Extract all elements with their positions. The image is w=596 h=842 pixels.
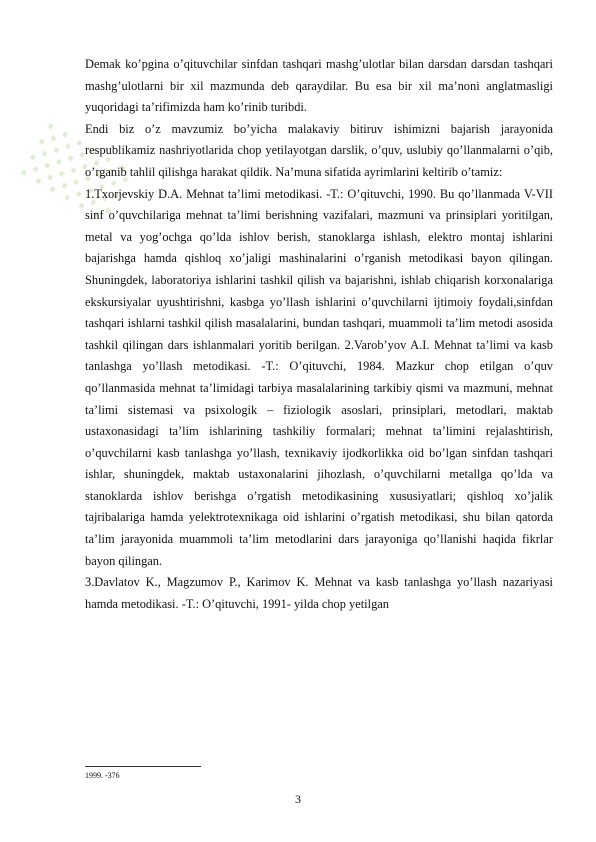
paragraph-2: Endi biz o’z mavzumiz bo’yicha malakaviy bitiruv ishimizni bajarish jarayonida respublikamiz nashriyotlarida chop yetilayotgan darslik, o’quv, uslubiy qo’llanmalarni o’qib, o’rganib tahlil qilishga harakat qildik. Na’muna sifatida ayrimlarini keltirib o’tamiz: bbox=[85, 121, 553, 179]
footnote-rule bbox=[85, 766, 201, 767]
paragraph-4: 3.Davlatov K., Magzumov P., Karimov K. Mehnat va kasb tanlashga yo’llash nazariyasi hamda metodikasi. -T.: O’qituvchi, 1991- yilda chop yetilgan bbox=[85, 575, 553, 611]
paragraph-3: 1.Txorjevskiy D.A. Mehnat ta’limi metodikasi. -T.: O’qituvchi, 1990. Bu qo’llanmada V-VII sinf o’quvchilariga mehnat ta’limi berishning vazifalari, mazmuni va prinsiplari yoritilgan, metal va yog’ochga qo’lda ishlov berish, stanoklarga ishlash, elektro montaj ishlarini bajarishga hamda qishloq xo’jaligi mashinalarini o’rganish metodikasi bayon qilingan. Shuningdek, laboratoriya ishlarini tashkil qilish va bajarishni, ishlab chiqarish korxonalariga ekskursiyalar uyushtirishni, kasbga yo’llash ishlarini o’quvchilarni ijtimoiy foydali,sinfdan tashqari ishlarni tashkil qilish masalalarini, bundan tashqari, muammoli ta’lim metodi asosida tashkil qilingan dars ishlanmalari yoritib berilgan. 2.Varob’yov A.I. Mehnat ta’limi va kasb tanlashga yo’llash metodikasi. -T.: O’qituvchi, 1984. Mazkur chop etilgan o’quv qo’llanmasida mehnat ta’limidagi tarbiya masalalarining tarkibiy qismi va mazmuni, mehnat ta’limi sistemasi va psixologik – fiziologik asoslari, prinsiplari, metodlari, maktab ustaxonasidagi ta’lim ishlarining tashkiliy formalari; mehnat ta’limini rejalashtirish, o’quvchilarni kasb tanlashga yo’llash, texnikaviy ijodkorlikka oid bo’lgan sinfdan tashqari ishlar, shuningdek, maktab ustaxonalarini jihozlash, o’quvchilarni metallga qo’lda va stanoklarda ishlov berishga o’rgatish metodikasining xususiyatlari; qishloq xo’jalik tajribalariga hamda yelektrotexnikaga oid ishlarini o’rgatish metodikasi, shu bilan qatorda ta’lim jarayonida muammoli ta’lim metodlarini dars jarayoniga qo’llanishi haqida fikrlar bayon qilingan. bbox=[85, 186, 553, 568]
watermark: ░ bbox=[12, 118, 131, 224]
footnote: 1999. -376 bbox=[85, 771, 120, 780]
paragraph-1: Demak ko’pgina o’qituvchilar sinfdan tashqari mashg’ulotlar bilan darsdan darsdan tashqari mashg’ulotlarni bir xil mazmunda deb qaraydilar. Bu esa bir xil ma’noni anglatmasligi yuqoridagi ta’rifimizda ham ko’rinib turibdi. bbox=[85, 57, 553, 115]
page-number: 3 bbox=[295, 792, 301, 806]
document-body bbox=[85, 54, 553, 615]
